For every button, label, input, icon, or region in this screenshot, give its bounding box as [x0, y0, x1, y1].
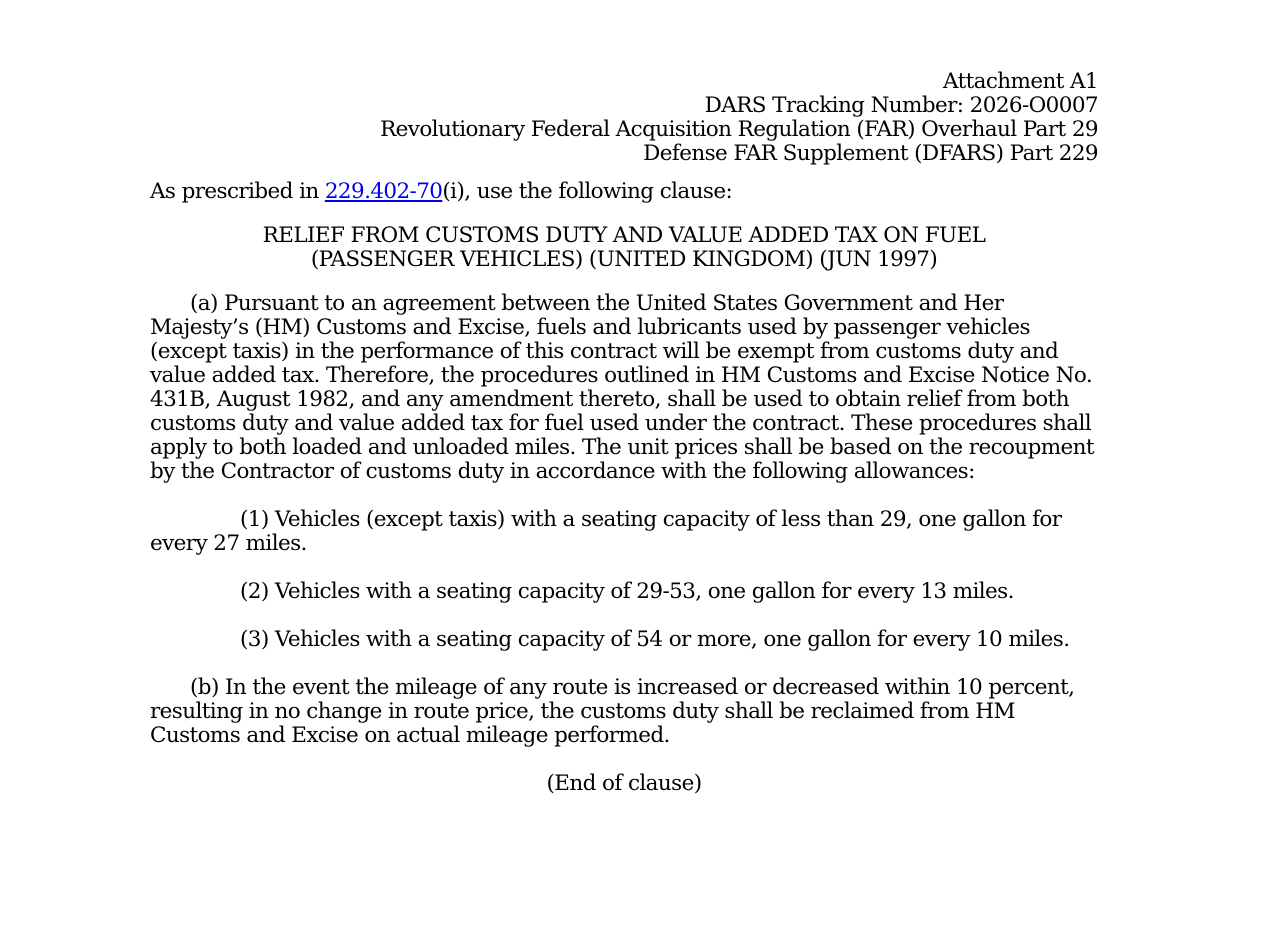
document-header — [150, 70, 1098, 166]
end-of-clause: (End of clause) — [546, 771, 702, 796]
paragraph-b: (b) In the event the mileage of any route is increased or decreased within 10 percent, resulting in no change in route price, the customs duty shall be reclaimed from HM Customs and Excise on actual mileage performed. — [150, 675, 1075, 748]
allowance-item-2: (2) Vehicles with a seating capacity of 29-53, one gallon for every 13 miles. — [240, 579, 1014, 604]
section-link[interactable]: 229.402-70 — [324, 179, 443, 204]
intro-text-after: (i), use the following clause: — [442, 179, 733, 204]
far-part-line: Revolutionary Federal Acquisition Regulation (FAR) Overhaul Part 29 — [380, 117, 1098, 142]
allowance-item-1: (1) Vehicles (except taxis) with a seating capacity of less than 29, one gallon for every 27 miles. — [150, 507, 1062, 556]
clause-title-line-1: RELIEF FROM CUSTOMS DUTY AND VALUE ADDED TAX ON FUEL — [262, 223, 986, 248]
paragraph-a: (a) Pursuant to an agreement between the United States Government and Her Majesty’s (HM) Customs and Excise, fuels and lubricants used by passenger vehicles (except taxis) in the performance of this contract will be exempt from customs duty and value added tax. Therefore, the procedures outlined in HM Customs and Excise Notice No. 431B, August 1982, and any amendment thereto, shall be used to obtain relief from both customs duty and value added tax for fuel used under the contract. These procedures shall apply to both loaded and unloaded miles. The unit prices shall be based on the recoupment by the Contractor of customs duty in accordance with the following allowances: — [150, 291, 1094, 484]
allowance-item-3: (3) Vehicles with a seating capacity of 54 or more, one gallon for every 10 miles. — [240, 627, 1070, 652]
document-page — [150, 70, 1098, 796]
intro-text-before: As prescribed in — [150, 179, 325, 204]
prescription-line — [150, 180, 1098, 204]
clause-title — [150, 224, 1098, 272]
tracking-number: DARS Tracking Number: 2026-O0007 — [704, 93, 1098, 118]
clause-title-line-2: (PASSENGER VEHICLES) (UNITED KINGDOM) (JUN 1997) — [310, 247, 938, 272]
attachment-label: Attachment A1 — [943, 69, 1098, 94]
dfars-part-line: Defense FAR Supplement (DFARS) Part 229 — [643, 141, 1098, 166]
